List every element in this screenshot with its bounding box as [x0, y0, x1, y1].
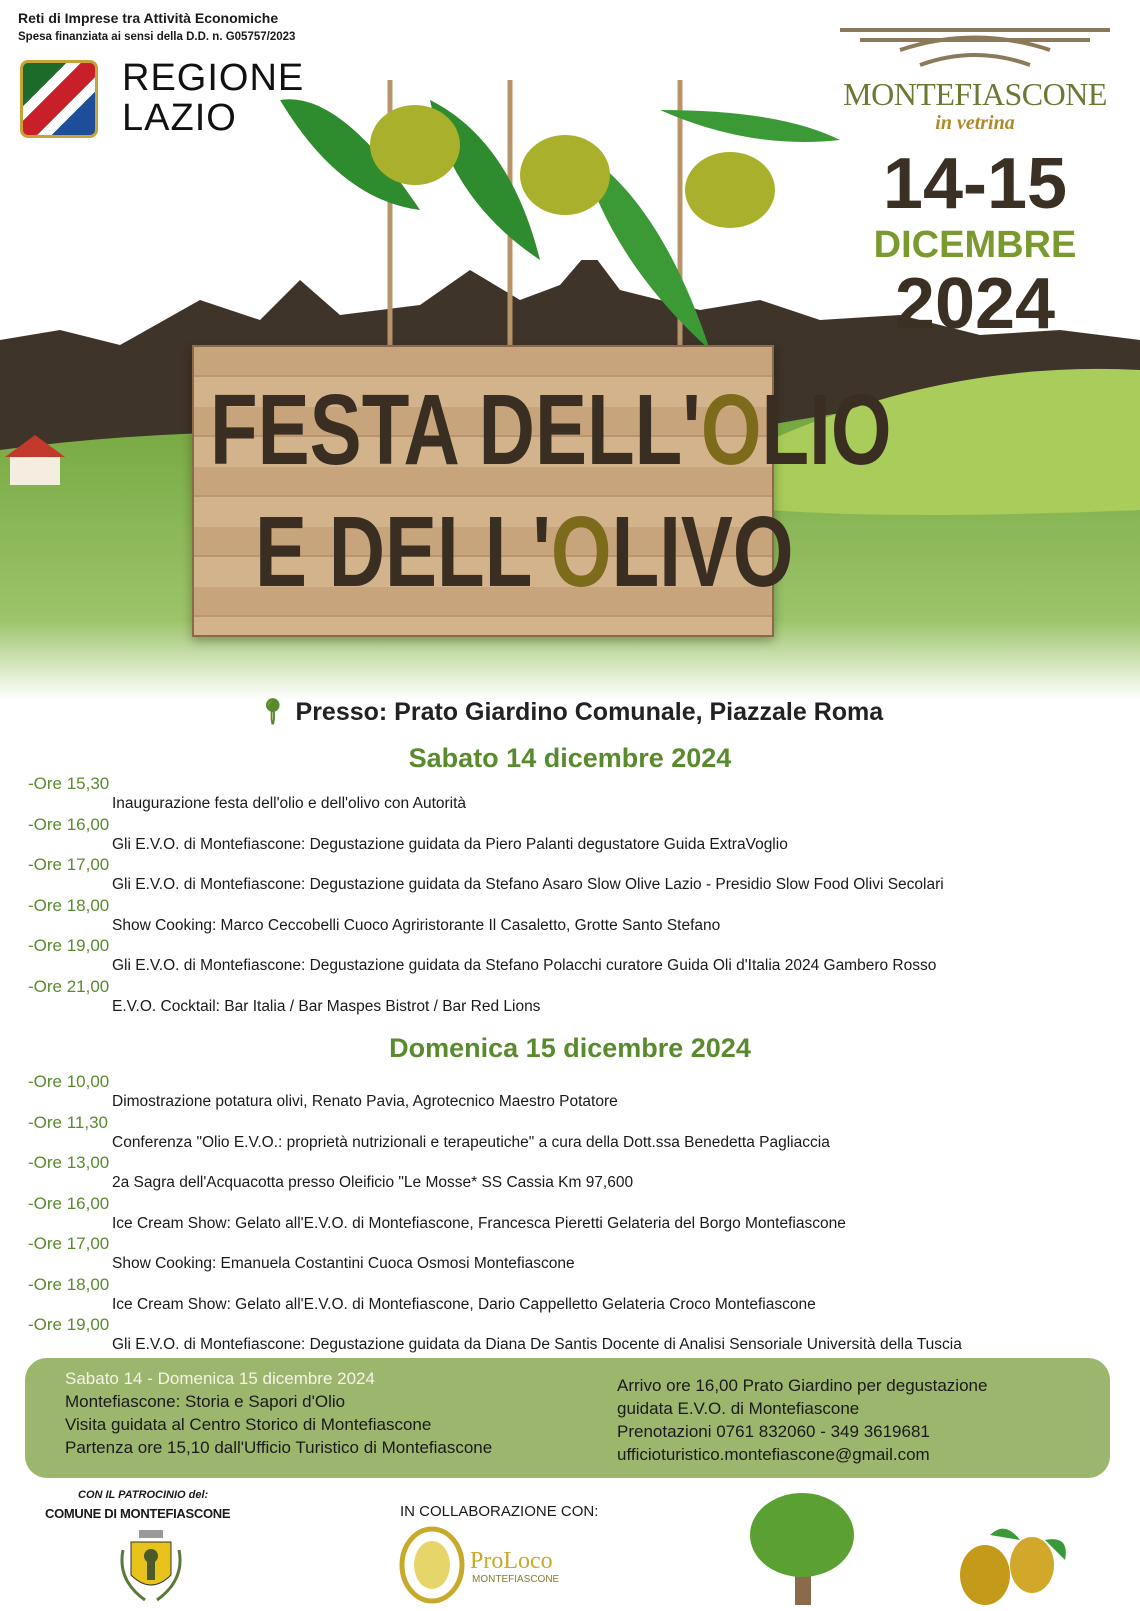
item-description: Ice Cream Show: Gelato all'E.V.O. di Montefiascone, Dario Cappelletto Gelateria Croco Montefiascone: [112, 1295, 816, 1313]
item-time: -Ore 17,00: [28, 1234, 110, 1253]
date-days: 14-15: [882, 144, 1068, 224]
item-description: Dimostrazione potatura olivi, Renato Pavia, Agrotecnico Maestro Potatore: [112, 1093, 618, 1110]
item-description: Gli E.V.O. di Montefiascone: Degustazione guidata da Stefano Asaro Slow Olive Lazio - Presidio Slow Food Olivi Secolari: [112, 876, 944, 893]
olive-branch-illustration: [280, 80, 840, 370]
brand-name: MONTEFIASCONE: [843, 76, 1107, 112]
tour-info-right: Arrivo ore 16,00 Prato Giardino per degustazione guidata E.V.O. di Montefiascone Prenotazioni 0761 832060 - 349 3619681 ufficioturistico.montefiascone@gmail.com: [617, 1376, 988, 1464]
schedule-item: [28, 1194, 1128, 1235]
booking-phones[interactable]: Prenotazioni 0761 832060 - 349 3619681: [617, 1422, 930, 1441]
schedule-item: [28, 1234, 1128, 1275]
region-l2: LAZIO: [122, 97, 237, 139]
schedule-item: [28, 855, 1128, 896]
item-time: -Ore 16,00: [28, 814, 110, 834]
comune-coat-of-arms-icon: [115, 1530, 187, 1605]
item-description: Conferenza "Olio E.V.O.: proprietà nutrizionali e terapeutiche" a cura della Dott.ssa Benedetta Pagliaccia: [112, 1133, 830, 1151]
item-description: 2a Sagra dell'Acquacotta presso Oleificio "Le Mosse* SS Cassia Km 97,600: [112, 1174, 634, 1191]
collaboration-label: IN COLLABORAZIONE CON:: [400, 1503, 599, 1520]
schedule-item: [28, 1153, 1128, 1194]
title-line-2: E DELL'OLIVO: [255, 496, 794, 608]
network-label: Reti di Imprese tra Attività Economiche: [18, 10, 279, 26]
regione-lazio-emblem-icon: [20, 60, 98, 138]
region-l1: REGIONE: [122, 57, 305, 99]
montefiascone-logo-icon: [840, 20, 1110, 70]
olive-tree-icon: [745, 1490, 860, 1608]
olives-icon: [950, 1520, 1075, 1610]
funding-label: Spesa finanziata ai sensi della D.D. n. G05757/2023: [18, 31, 296, 43]
saturday-schedule: [28, 774, 1128, 1017]
item-time: -Ore 10,00: [28, 1072, 110, 1091]
date-year: 2024: [894, 264, 1056, 344]
patronage-comune: COMUNE DI MONTEFIASCONE: [45, 1506, 231, 1521]
schedule-item: [28, 1315, 1128, 1356]
item-time: -Ore 13,00: [28, 1153, 110, 1172]
schedule-item: [28, 1275, 1128, 1316]
schedule-item: [28, 1072, 1128, 1113]
sunday-schedule: [28, 1072, 1128, 1356]
date-month: DICEMBRE: [873, 224, 1077, 266]
schedule-item: [28, 774, 1128, 815]
item-description: Gli E.V.O. di Montefiascone: Degustazione guidata da Stefano Polacchi curatore Guida Oli d'Italia 2024 Gambero Rosso: [112, 957, 937, 974]
item-time: -Ore 21,00: [28, 976, 110, 996]
proloco-emblem-icon: [395, 1525, 470, 1605]
sunday-heading: Domenica 15 dicembre 2024: [389, 1033, 751, 1063]
proloco-sub: MONTEFIASCONE: [472, 1574, 560, 1585]
item-description: Show Cooking: Marco Ceccobelli Cuoco Agriristorante Il Casaletto, Grotte Santo Stefano: [112, 916, 721, 934]
location-pin-icon: 📍︎: [256, 698, 289, 726]
contact-email[interactable]: ufficioturistico.montefiascone@gmail.com: [617, 1445, 930, 1464]
item-time: -Ore 16,00: [28, 1193, 110, 1213]
regione-lazio-logo: [122, 58, 304, 138]
item-description: E.V.O. Cocktail: Bar Italia / Bar Maspes Bistrot / Bar Red Lions: [112, 997, 541, 1015]
item-description: Ice Cream Show: Gelato all'E.V.O. di Montefiascone, Francesca Pieretti Gelateria del Borgo Montefiascone: [112, 1214, 846, 1232]
item-time: -Ore 19,00: [28, 1315, 110, 1334]
item-time: -Ore 15,30: [28, 774, 110, 793]
tour-info-left: Sabato 14 - Domenica 15 dicembre 2024 Montefiascone: Storia e Sapori d'Olio Visita guidata al Centro Storico di Montefiascone Partenza ore 15,10 dall'Ufficio Turistico di Montefiascone: [65, 1369, 493, 1457]
item-description: Inaugurazione festa dell'olio e dell'olivo con Autorità: [112, 795, 467, 812]
title-line-1: FESTA DELL'OLIO: [210, 374, 892, 486]
schedule-item: [28, 1113, 1128, 1154]
proloco-logo: ProLoco: [470, 1548, 553, 1574]
item-description: Gli E.V.O. di Montefiascone: Degustazione guidata da Diana De Santis Docente di Analisi Sensoriale Università della Tuscia: [112, 1336, 962, 1353]
item-time: -Ore 18,00: [28, 895, 110, 915]
brand-tagline: in vetrina: [935, 112, 1015, 134]
item-time: -Ore 17,00: [28, 855, 110, 874]
item-time: -Ore 19,00: [28, 936, 110, 955]
schedule-item: [28, 896, 1128, 937]
item-description: Show Cooking: Emanuela Costantini Cuoca Osmosi Montefiascone: [112, 1255, 575, 1272]
item-time: -Ore 18,00: [28, 1274, 110, 1294]
schedule-item: [28, 815, 1128, 856]
schedule-item: [28, 936, 1128, 977]
item-description: Gli E.V.O. di Montefiascone: Degustazione guidata da Piero Palanti degustatore Guida ExtraVoglio: [112, 835, 788, 853]
schedule-item: [28, 977, 1128, 1018]
item-time: -Ore 11,30: [28, 1112, 109, 1132]
patronage-label: CON IL PATROCINIO del:: [78, 1489, 209, 1501]
location: 📍︎ Presso: Prato Giardino Comunale, Piazzale Roma: [256, 698, 884, 726]
saturday-heading: Sabato 14 dicembre 2024: [408, 743, 732, 773]
